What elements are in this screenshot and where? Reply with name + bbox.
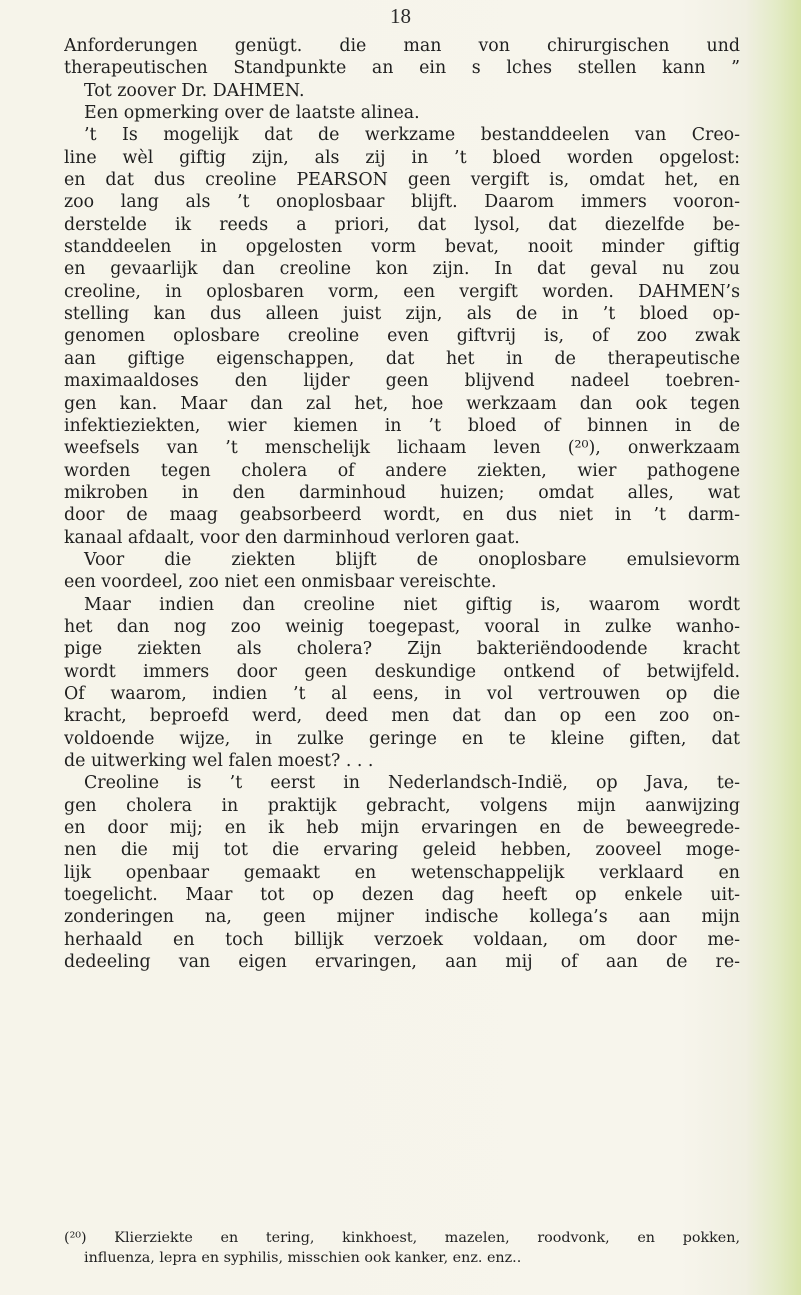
text-line: Een opmerking over de laatste alinea. xyxy=(84,103,420,124)
text-line: nen die mij tot die ervaring geleid hebben, zooveel moge- xyxy=(64,840,740,861)
text-line: worden tegen cholera of andere ziekten, wier pathogene xyxy=(64,460,740,481)
text-line: maximaaldoses den lijder geen blijvend nadeel toebren- xyxy=(64,371,740,392)
text-line: Anforderungen genügt. die man von chirurgischen und xyxy=(64,36,740,56)
text-line: creoline, in oplosbaren vorm, een vergift worden. DAHMEN’s xyxy=(64,281,740,302)
text-line: en door mij; en ik heb mijn ervaringen en de beweegrede- xyxy=(64,818,740,839)
text-line: genomen oplosbare creoline even giftvrij is, of zoo zwak xyxy=(64,326,740,347)
text-line: toegelicht. Maar tot op dezen dag heeft op enkele uit- xyxy=(64,885,740,906)
text-line: Of waarom, indien ’t al eens, in vol vertrouwen op die xyxy=(64,683,740,704)
text-line: weefsels van ’t menschelijk lichaam leven (²⁰), onwerkzaam xyxy=(64,438,740,459)
text-line: kanaal afdaalt, voor den darminhoud verloren gaat. xyxy=(64,527,520,548)
text-line: mikroben in den darminhoud huizen; omdat alles, wat xyxy=(64,482,740,503)
text-line: en gevaarlijk dan creoline kon zijn. In dat geval nu zou xyxy=(64,259,740,280)
text-line: Voor die ziekten blijft de onoplosbare emulsievorm xyxy=(84,549,740,570)
text-line: zoo lang als ’t onoplosbaar blijft. Daarom immers vooron- xyxy=(64,192,740,213)
text-line: standdeelen in opgelosten vorm bevat, nooit minder giftig xyxy=(64,237,740,258)
text-line: gen cholera in praktijk gebracht, volgens mijn aanwijzing xyxy=(64,795,740,816)
text-line: zonderingen na, geen mijner indische kollega’s aan mijn xyxy=(64,907,740,928)
text-line: infektieziekten, wier kiemen in ’t bloed of binnen in de xyxy=(64,415,740,436)
page-number: 18 xyxy=(390,4,411,28)
text-line: kracht, beproefd werd, deed men dat dan op een zoo on- xyxy=(64,706,740,727)
text-line: line wèl giftig zijn, als zij in ’t bloed worden opgelost: xyxy=(64,147,740,168)
text-line: een voordeel, zoo niet een onmisbaar vereischte. xyxy=(64,572,497,593)
text-line: ’t Is mogelijk dat de werkzame bestanddeelen van Creo- xyxy=(84,125,740,146)
text-line: therapeutischen Standpunkte an ein s lches stellen kann ” xyxy=(64,58,740,79)
text-line: Creoline is ’t eerst in Nederlandsch-Indië, op Java, te- xyxy=(84,773,740,794)
text-line: wordt immers door geen deskundige ontkend of betwijfeld. xyxy=(64,661,740,682)
text-line: stelling kan dus alleen juist zijn, als de in ’t bloed op- xyxy=(64,304,740,325)
text-line: het dan nog zoo weinig toegepast, vooral in zulke wanho- xyxy=(64,616,740,637)
body-text xyxy=(64,35,740,973)
text-line: en dat dus creoline PEARSON geen vergift is, omdat het, en xyxy=(64,170,740,191)
text-line: dedeeling van eigen ervaringen, aan mij of aan de re- xyxy=(64,952,740,973)
text-line: gen kan. Maar dan zal het, hoe werkzaam dan ook tegen xyxy=(64,393,740,414)
footnote-line: influenza, lepra en syphilis, misschien ook kanker, enz. enz.. xyxy=(84,1250,522,1266)
text-line: pige ziekten als cholera? Zijn bakteriëndoodende kracht xyxy=(64,639,740,660)
text-line: lijk openbaar gemaakt en wetenschappelijk verklaard en xyxy=(64,862,740,883)
text-line: de uitwerking wel falen moest? . . . xyxy=(64,751,374,771)
text-line: Tot zoover Dr. DAHMEN. xyxy=(84,80,305,101)
footnote-line: (²⁰) Klierziekte en tering, kinkhoest, mazelen, roodvonk, en pokken, xyxy=(64,1230,740,1246)
text-line: herhaald en toch billijk verzoek voldaan, om door me- xyxy=(64,929,740,950)
footnotes xyxy=(64,1228,740,1268)
text-line: voldoende wijze, in zulke geringe en te kleine giften, dat xyxy=(64,728,740,749)
text-line: Maar indien dan creoline niet giftig is, waarom wordt xyxy=(84,594,740,615)
text-line: derstelde ik reeds a priori, dat lysol, dat diezelfde be- xyxy=(64,214,740,235)
text-line: aan giftige eigenschappen, dat het in de therapeutische xyxy=(64,348,740,369)
text-line: door de maag geabsorbeerd wordt, en dus niet in ’t darm- xyxy=(64,505,740,526)
